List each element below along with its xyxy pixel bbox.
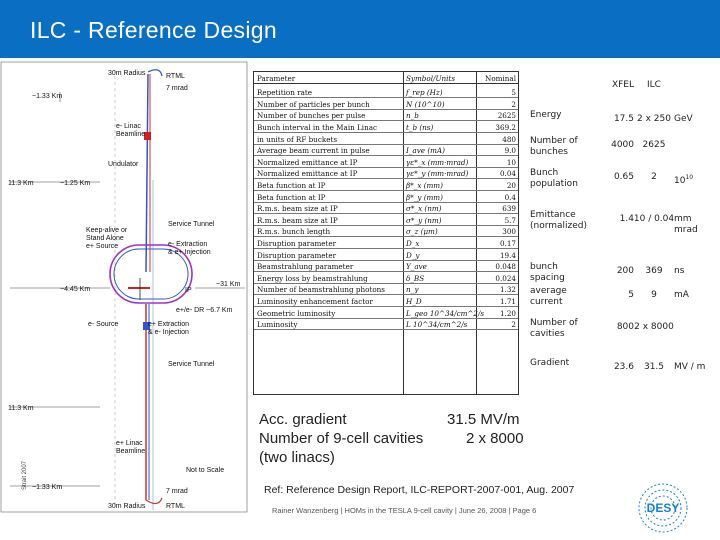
label-rtml-top: RTML — [166, 73, 185, 80]
param-symbol: σ_z (μm) — [406, 227, 438, 237]
param-value: 0.024 — [495, 273, 516, 283]
param-value: 369.2 — [495, 122, 516, 132]
param-value: 2625 — [497, 111, 516, 121]
param-name: Repetition rate — [257, 88, 312, 98]
label-km445: ~4.45 Km — [60, 286, 91, 293]
param-value: 480 — [502, 134, 516, 144]
label-e-injection: & e+ Injection — [168, 249, 211, 256]
comparison-unit — [674, 172, 718, 187]
table-row — [254, 214, 518, 226]
comparison-ilc-value: 10 / 0.04 — [633, 214, 675, 224]
comparison-ilc-value: 9 — [651, 290, 657, 300]
param-name: Number of beamstrahlung photons — [257, 285, 385, 295]
label-ip: IP — [185, 287, 192, 294]
param-symbol: L 10^34/cm^2/s — [406, 320, 468, 330]
param-value: 1.71 — [499, 296, 516, 306]
title-bar — [0, 0, 720, 58]
label-e-plus-linac: e+ Linac — [116, 440, 143, 447]
comparison-xfel-value: 4000 — [611, 140, 634, 150]
comparison-row-name: bunch spacing — [530, 262, 565, 283]
label-e-minus-source: e- Source — [88, 321, 119, 328]
param-value: 1.20 — [499, 308, 516, 318]
comparison-row-name: Number of cavities — [530, 318, 578, 339]
comparison-unit: ns — [674, 266, 685, 276]
table-row — [254, 145, 518, 157]
label-e-extraction: e- Extraction — [168, 241, 208, 248]
param-symbol: γε*_x (mm·mrad) — [406, 157, 469, 167]
label-km113-bottom: 11.3 Km — [8, 405, 34, 412]
label-mrad-bottom: 7 mrad — [166, 488, 188, 495]
ilc-parameter-table — [253, 71, 519, 395]
comparison-unit: MV / m — [674, 362, 706, 372]
label-e-plus-extraction: e+ Extraction — [148, 321, 190, 328]
label-keep-alive: Keep-alive or — [86, 227, 128, 234]
label-beamline-bottom: Beamline — [116, 448, 146, 455]
table-row — [254, 110, 518, 122]
param-symbol: δ_BS — [406, 273, 425, 283]
comparison-xfel-value: 23.6 — [613, 362, 634, 372]
table-row — [254, 168, 518, 180]
table-row — [254, 98, 518, 110]
table-row — [254, 191, 518, 203]
param-name: Luminosity enhancement factor — [257, 296, 373, 306]
header-symbol: Symbol/Units — [406, 73, 456, 83]
comparison-row-name: Number of bunches — [530, 136, 578, 157]
param-symbol: D_y — [406, 250, 420, 260]
label-km133-top: ~1.33 Km — [32, 93, 63, 100]
comparison-unit: mA — [674, 290, 689, 300]
comparison-row-name: average current — [530, 286, 567, 307]
table-row — [254, 237, 518, 249]
param-value: 2 — [511, 320, 516, 330]
xfel-ilc-comparison — [520, 80, 720, 380]
comparison-row-name: Gradient — [530, 358, 570, 368]
table-row — [254, 203, 518, 215]
label-rtml-bottom: RTML — [166, 503, 185, 510]
param-name: Geometric luminosity — [257, 308, 336, 318]
comparison-xfel-value: 200 — [616, 266, 634, 276]
param-value: 1.32 — [499, 285, 516, 295]
table-row — [254, 261, 518, 273]
param-value: 20 — [506, 180, 516, 190]
footer-text: Rainer Wanzenberg | HOMs in the TESLA 9-cell cavity | June 26, 2008 | Page 6 — [272, 506, 537, 515]
param-name: Energy loss by beamstrahlung — [257, 273, 368, 283]
param-name: Luminosity — [257, 320, 298, 330]
label-e-minus-linac: e- Linac — [116, 123, 141, 130]
param-symbol: γε*_y (mm·mrad) — [406, 169, 469, 179]
param-symbol: n_b — [406, 111, 419, 121]
unit-base: 10 — [674, 176, 686, 186]
label-mrad-top: 7 mrad — [166, 85, 188, 92]
param-symbol: D_x — [406, 238, 420, 248]
param-name: Bunch interval in the Main Linac — [257, 122, 378, 132]
table-row — [254, 226, 518, 238]
param-symbol: t_b (ns) — [406, 122, 434, 132]
comparison-xfel-value: 800 — [616, 322, 634, 332]
param-symbol: β*_x (mm) — [406, 180, 443, 190]
cavities-value: 2 x 8000 — [466, 430, 524, 447]
comparison-xfel-value: 5 — [628, 290, 634, 300]
col-header-xfel: XFEL — [611, 80, 634, 90]
comparison-unit: GeV — [674, 114, 693, 124]
param-symbol: n_γ — [406, 285, 419, 295]
acc-gradient-label: Acc. gradient — [259, 411, 347, 428]
param-name: Disruption parameter — [257, 238, 337, 248]
acc-gradient-value: 31.5 MV/m — [447, 411, 520, 428]
ilc-layout-schematic — [0, 60, 250, 515]
param-name: R.m.s. bunch length — [257, 227, 331, 237]
param-value: 10 — [506, 157, 516, 167]
desy-logo-svg — [636, 481, 690, 535]
comparison-row-name: Energy — [530, 110, 562, 120]
image-credit: Strait 2007 — [22, 460, 28, 490]
param-value: 0.4 — [504, 192, 516, 202]
cavities-label: Number of 9-cell cavities — [259, 430, 424, 447]
comparison-xfel-value: 1.4 — [619, 214, 634, 224]
col-header-ilc: ILC — [647, 80, 661, 90]
schematic-svg — [0, 60, 250, 515]
table-row — [254, 295, 518, 307]
comparison-xfel-value: 0.65 — [613, 172, 634, 182]
param-value: 9.0 — [504, 146, 516, 156]
comparison-xfel-value: 17.5 — [613, 114, 634, 124]
reference-text: Ref: Reference Design Report, ILC-REPORT-2007-001, Aug. 2007 — [264, 484, 575, 496]
label-undulator: Undulator — [108, 161, 139, 168]
label-km125: ~1.25 Km — [60, 180, 91, 187]
param-name: Average beam current in pulse — [257, 146, 370, 156]
label-km113: 11.3 Km — [8, 180, 34, 187]
param-value: 5 — [511, 88, 516, 98]
label-km133-bottom: ~1.33 Km — [32, 484, 63, 491]
header-parameter: Parameter — [257, 73, 296, 83]
table-header-row — [254, 72, 518, 84]
param-value: 300 — [502, 227, 516, 237]
label-radius-bottom: 30m Radius — [108, 503, 146, 510]
linacs-label: (two linacs) — [259, 449, 335, 466]
param-name: Normalized emittance at IP — [257, 157, 358, 167]
param-value: 0.17 — [499, 238, 516, 248]
param-value: 0.04 — [499, 169, 516, 179]
comparison-ilc-value: 2 x 250 — [637, 114, 671, 124]
param-name: Beta function at IP — [257, 192, 326, 202]
header-nominal: Nominal — [485, 73, 516, 83]
label-radius-top: 30m Radius — [108, 70, 146, 77]
param-value: 639 — [502, 204, 516, 214]
param-symbol: σ*_x (nm) — [406, 204, 442, 214]
table-row — [254, 133, 518, 145]
param-name: R.m.s. beam size at IP — [257, 204, 338, 214]
param-symbol: σ*_y (nm) — [406, 215, 442, 225]
unit-exponent: 10 — [685, 174, 694, 181]
param-value: 0.048 — [495, 262, 516, 272]
table-row — [254, 179, 518, 191]
param-value: 19.4 — [499, 250, 516, 260]
param-name: Number of particles per bunch — [257, 99, 370, 109]
param-symbol: f_rep (Hz) — [406, 88, 443, 98]
comparison-ilc-value: 31.5 — [643, 362, 665, 372]
param-name: Beta function at IP — [257, 180, 326, 190]
param-symbol: H_D — [406, 296, 422, 306]
table-row — [254, 87, 518, 99]
table-row — [254, 284, 518, 296]
table-row — [254, 307, 518, 319]
param-value: 2 — [511, 99, 516, 109]
param-symbol: I_ave (mA) — [406, 146, 445, 156]
param-symbol: L_geo 10^34/cm^2/s — [406, 308, 485, 318]
table-row — [254, 121, 518, 133]
label-not-to-scale: Not to Scale — [186, 467, 225, 474]
comparison-row-name: Emittance (normalized) — [530, 210, 588, 231]
param-name: Number of bunches per pulse — [257, 111, 366, 121]
comparison-ilc-value: 2625 — [642, 140, 666, 150]
param-symbol: β*_y (mm) — [406, 192, 443, 202]
table-row — [254, 319, 518, 331]
param-name: Normalized emittance at IP — [257, 169, 358, 179]
param-name: Disruption parameter — [257, 250, 337, 260]
label-service-tunnel-bottom: Service Tunnel — [168, 361, 215, 368]
comparison-ilc-value: 2 x 8000 — [634, 322, 674, 332]
param-symbol: Υ_ave — [406, 262, 427, 272]
label-km31: ~31 Km — [216, 281, 241, 288]
param-name: Beamstrahlung parameter — [257, 262, 354, 272]
label-stand-alone: Stand Alone — [86, 235, 124, 242]
comparison-ilc-value: 2 — [651, 172, 657, 182]
comparison-unit: mm mrad — [674, 214, 698, 235]
desy-logo — [636, 481, 690, 535]
comparison-row-name: Bunch population — [530, 168, 578, 189]
desy-logo-text: DESY — [646, 501, 680, 515]
label-beamline: Beamline — [116, 131, 146, 138]
param-name: in units of RF buckets — [257, 134, 338, 144]
label-e-minus-injection: & e- Injection — [148, 329, 189, 336]
label-e-plus-source: e+ Source — [86, 243, 119, 250]
label-service-tunnel-top: Service Tunnel — [168, 221, 215, 228]
label-dr: e+/e- DR ~6.7 Km — [176, 307, 233, 314]
param-value: 5.7 — [504, 215, 516, 225]
table-row — [254, 249, 518, 261]
table-row — [254, 156, 518, 168]
table-row — [254, 272, 518, 284]
comparison-ilc-value: 369 — [645, 266, 663, 276]
param-name: R.m.s. beam size at IP — [257, 215, 338, 225]
slide-title: ILC - Reference Design — [30, 17, 277, 43]
param-symbol: N (10^10) — [406, 99, 445, 109]
